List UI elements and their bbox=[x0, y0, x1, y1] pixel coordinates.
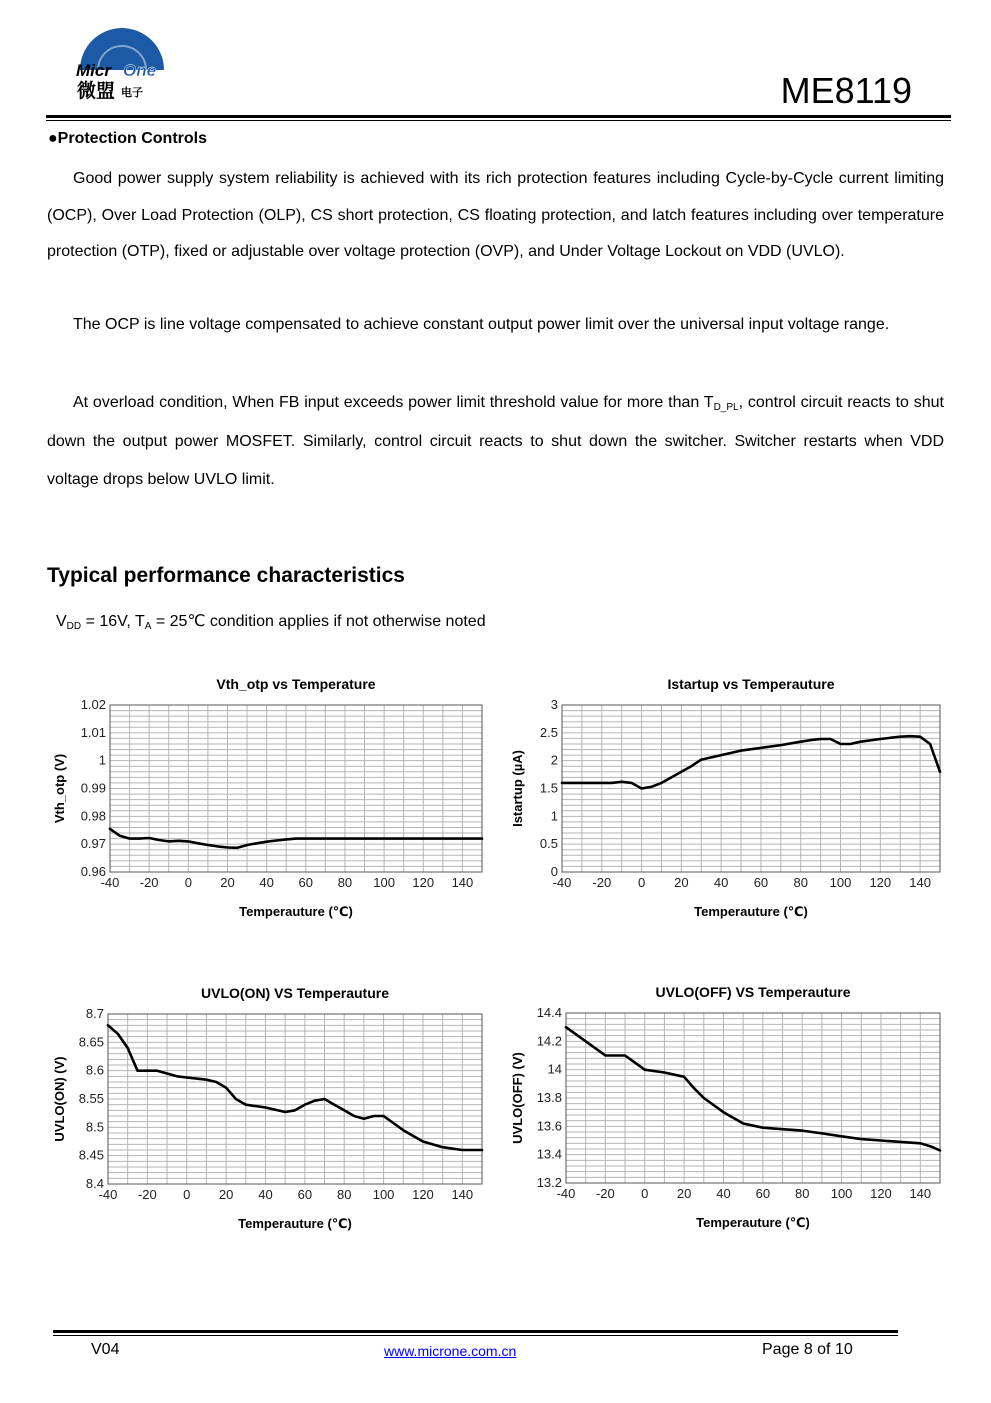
y-tick-label: 1.01 bbox=[80, 724, 106, 740]
y-tick-label: 8.55 bbox=[78, 1091, 104, 1106]
x-tick-label: 0 bbox=[637, 875, 646, 890]
y-tick-label: 0.5 bbox=[539, 836, 558, 852]
x-tick-label: 40 bbox=[713, 875, 729, 890]
x-tick-label: 20 bbox=[674, 875, 689, 890]
x-tick-label: 60 bbox=[298, 875, 314, 890]
x-tick-label: 40 bbox=[716, 1186, 731, 1201]
x-tick-label: 120 bbox=[869, 875, 892, 890]
subscript: A bbox=[144, 621, 152, 632]
y-tick-label: 13.6 bbox=[536, 1118, 562, 1134]
x-axis-label: Temperauture (℃) bbox=[238, 1216, 352, 1231]
y-tick-label: 0 bbox=[550, 864, 558, 879]
part-number: ME8119 bbox=[780, 70, 912, 111]
x-tick-label: 0 bbox=[184, 875, 192, 890]
section-heading-typical: Typical performance characteristics bbox=[47, 564, 405, 587]
header-rule-thick bbox=[46, 115, 951, 118]
company-logo bbox=[74, 20, 169, 102]
paragraph-ocp bbox=[47, 306, 944, 345]
header-rule-thin bbox=[46, 120, 951, 121]
x-tick-label: 120 bbox=[412, 1187, 434, 1202]
x-tick-label: 100 bbox=[373, 875, 395, 890]
y-tick-label: 8.6 bbox=[85, 1062, 104, 1078]
x-tick-label: 40 bbox=[258, 1187, 273, 1202]
x-tick-label: 100 bbox=[830, 1186, 853, 1201]
y-tick-label: 8.4 bbox=[85, 1176, 104, 1191]
test-condition bbox=[56, 611, 486, 631]
x-tick-label: 140 bbox=[451, 875, 474, 890]
y-tick-label: 13.4 bbox=[536, 1146, 562, 1162]
paragraph-protection-features bbox=[47, 161, 944, 271]
x-axis-label: Temperauture (℃) bbox=[694, 904, 808, 919]
y-tick-label: 2.5 bbox=[539, 724, 558, 740]
chart-uvlo-off bbox=[500, 975, 960, 1245]
y-tick-label: 8.65 bbox=[78, 1034, 104, 1050]
x-tick-label: 40 bbox=[259, 875, 274, 890]
paragraph-text-part: , control circuit reacts to shut down the output power MOSFET. Similarly, control circuit reacts to shut down the switcher. Switcher restarts when VDD voltage drops below UVLO limit. bbox=[47, 394, 944, 489]
y-tick-label: 14.2 bbox=[536, 1033, 562, 1049]
logo-text-cn-small: 电子 bbox=[121, 87, 143, 99]
cond-text: = 25℃ condition applies if not otherwise noted bbox=[151, 613, 486, 630]
chart-title: UVLO(ON) VS Temperauture bbox=[201, 985, 389, 1001]
y-tick-label: 14 bbox=[547, 1061, 562, 1077]
x-tick-label: 20 bbox=[676, 1186, 692, 1201]
chart-title: UVLO(OFF) VS Temperauture bbox=[655, 984, 851, 1000]
x-tick-label: 20 bbox=[220, 875, 235, 890]
x-tick-label: -20 bbox=[592, 875, 612, 890]
y-tick-label: 14.4 bbox=[536, 1005, 562, 1020]
paragraph-overload bbox=[47, 384, 944, 500]
logo-text-one: One bbox=[123, 61, 157, 80]
footer-rule-thick bbox=[53, 1330, 898, 1333]
subscript: DD bbox=[66, 621, 82, 632]
y-axis-label: UVLO(ON) (V) bbox=[52, 1056, 67, 1142]
paragraph-text-part: At overload condition, When FB input exceeds power limit threshold value for more than T bbox=[73, 394, 714, 411]
y-tick-label: 0.96 bbox=[80, 864, 106, 879]
x-tick-label: 60 bbox=[753, 875, 769, 890]
x-tick-label: 140 bbox=[909, 875, 931, 890]
x-axis-label: Temperauture (℃) bbox=[239, 904, 353, 919]
section-heading-protection: ●Protection Controls bbox=[48, 130, 207, 147]
paragraph-text: The OCP is line voltage compensated to achieve constant output power limit over the universal input voltage range. bbox=[73, 316, 890, 333]
y-tick-label: 8.5 bbox=[85, 1119, 104, 1135]
x-tick-label: 0 bbox=[641, 1186, 649, 1201]
paragraph-text: Good power supply system reliability is achieved with its rich protection features including Cycle-by-Cycle current limiting (OCP), Over Load Protection (OLP), CS short protection, CS floating protection, and latch features including over temperature protection (OTP), fixed or adjustable over voltage protection (OVP), and Under Voltage Lockout on VDD (UVLO). bbox=[47, 170, 944, 261]
y-tick-label: 1 bbox=[98, 752, 106, 768]
y-tick-label: 0.98 bbox=[80, 808, 106, 824]
paragraph-text bbox=[47, 384, 944, 500]
x-tick-label: 80 bbox=[794, 1186, 810, 1201]
y-tick-label: 1.5 bbox=[539, 780, 558, 796]
chart-uvlo-on bbox=[40, 975, 500, 1245]
subscript: D_PL bbox=[713, 402, 739, 413]
y-axis-label: UVLO(OFF) (V) bbox=[510, 1052, 525, 1144]
x-tick-label: 140 bbox=[909, 1186, 932, 1201]
logo-text-micr: Micr bbox=[76, 61, 111, 80]
y-tick-label: 1 bbox=[550, 808, 558, 824]
y-tick-label: 0.97 bbox=[80, 836, 106, 852]
x-tick-label: 60 bbox=[297, 1187, 313, 1202]
x-tick-label: -40 bbox=[100, 875, 120, 890]
cond-text: = 16V, T bbox=[81, 613, 145, 630]
x-tick-label: 20 bbox=[218, 1187, 234, 1202]
chart-istartup bbox=[500, 665, 960, 935]
y-tick-label: 0.99 bbox=[80, 780, 106, 796]
y-tick-label: 8.45 bbox=[78, 1147, 104, 1163]
logo-text-cn: 微盟 bbox=[77, 81, 116, 102]
x-tick-label: 100 bbox=[829, 875, 852, 890]
y-tick-label: 8.7 bbox=[85, 1006, 104, 1021]
cond-text: V bbox=[56, 613, 67, 630]
footer-version: V04 bbox=[91, 1341, 120, 1358]
x-tick-label: 80 bbox=[336, 1187, 352, 1202]
x-tick-label: 80 bbox=[337, 875, 353, 890]
footer-page-number: Page 8 of 10 bbox=[762, 1341, 853, 1358]
footer-website-link[interactable]: www.microne.com.cn bbox=[384, 1343, 517, 1359]
y-tick-label: 3 bbox=[550, 697, 558, 712]
x-tick-label: 100 bbox=[372, 1187, 395, 1202]
x-tick-label: -20 bbox=[137, 1187, 157, 1202]
y-axis-label: Vth_otp (V) bbox=[52, 753, 67, 824]
x-tick-label: -40 bbox=[552, 875, 572, 890]
x-tick-label: -20 bbox=[595, 1186, 615, 1201]
chart-title: Istartup vs Temperauture bbox=[667, 676, 835, 692]
chart-title: Vth_otp vs Temperature bbox=[216, 676, 376, 692]
y-tick-label: 13.2 bbox=[536, 1175, 562, 1190]
y-axis-label: Istartup (µA) bbox=[510, 750, 525, 827]
x-tick-label: -40 bbox=[98, 1187, 118, 1202]
x-tick-label: 140 bbox=[451, 1187, 474, 1202]
x-tick-label: -40 bbox=[556, 1186, 576, 1201]
x-tick-label: 120 bbox=[870, 1186, 892, 1201]
footer-rule-thin bbox=[53, 1335, 898, 1336]
y-tick-label: 2 bbox=[550, 752, 558, 768]
x-tick-label: 60 bbox=[755, 1186, 771, 1201]
x-tick-label: -20 bbox=[139, 875, 159, 890]
x-tick-label: 0 bbox=[183, 1187, 191, 1202]
y-tick-label: 13.8 bbox=[536, 1090, 562, 1105]
x-tick-label: 120 bbox=[412, 875, 435, 890]
x-axis-label: Temperauture (℃) bbox=[696, 1215, 810, 1230]
chart-vth-otp bbox=[40, 665, 500, 935]
x-tick-label: 80 bbox=[793, 875, 808, 890]
y-tick-label: 1.02 bbox=[80, 697, 106, 712]
